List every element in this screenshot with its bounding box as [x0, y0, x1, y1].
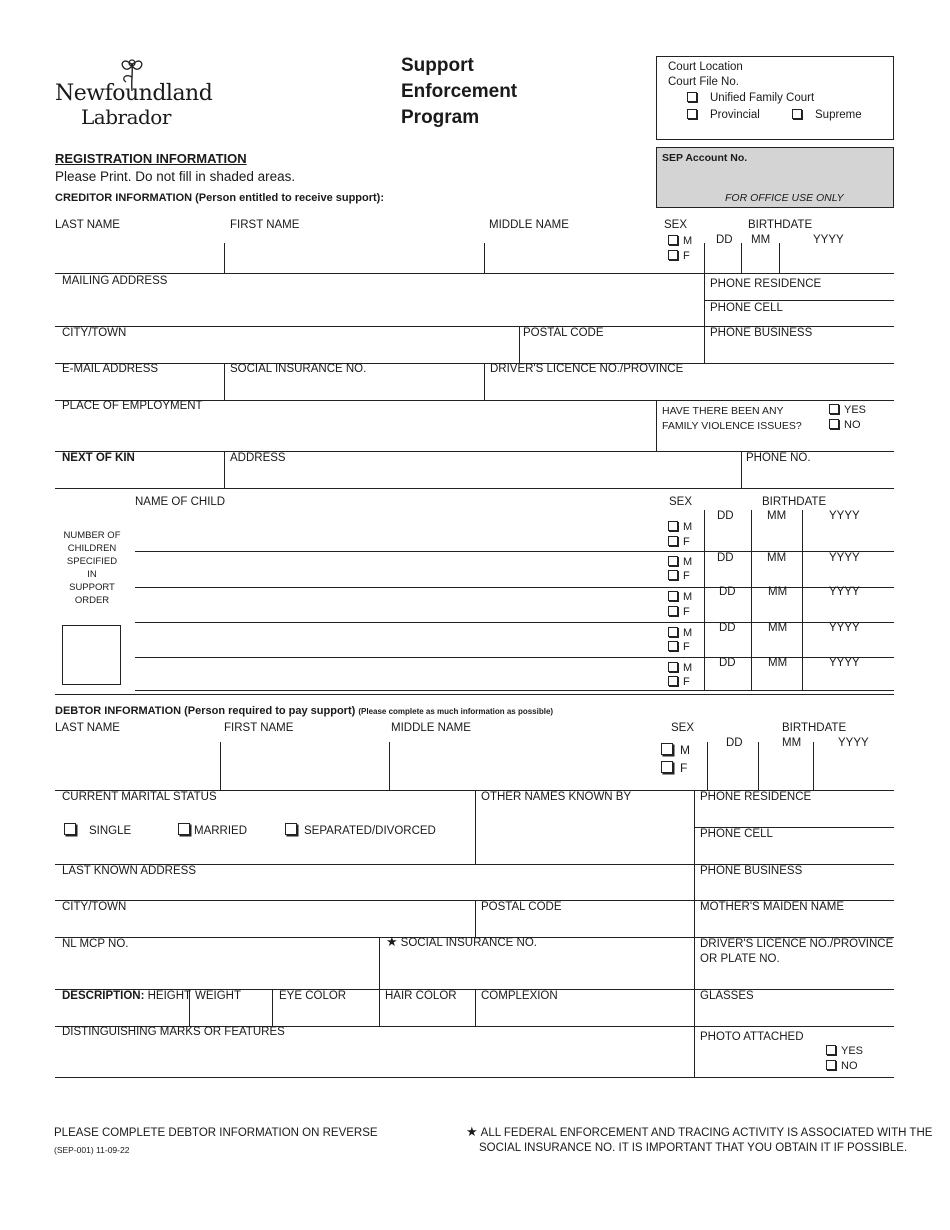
creditor-middle-name-label: MIDDLE NAME — [489, 219, 569, 231]
child-4-yyyy: YYYY — [829, 622, 860, 634]
child-2-yyyy: YYYY — [829, 552, 860, 564]
kin-phone-label: PHONE NO. — [746, 452, 811, 464]
children-count-label: NUMBER OF CHILDREN SPECIFIED IN SUPPORT ORDER — [63, 530, 121, 606]
debtor-licence-label-line-2: OR PLATE NO. — [700, 953, 780, 965]
debtor-heading: DEBTOR INFORMATION (Person required to pay support) (Please complete as much information as possible) — [55, 705, 554, 717]
logo-line-2: Labrador — [81, 105, 171, 129]
glasses-label: GLASSES — [700, 990, 754, 1002]
creditor-birthdate-label: BIRTHDATE — [748, 219, 813, 231]
checkbox-icon[interactable] — [687, 109, 697, 119]
checkbox-icon[interactable] — [668, 536, 678, 546]
debtor-sex-m[interactable]: M — [661, 743, 690, 757]
creditor-phone-residence-label: PHONE RESIDENCE — [710, 278, 822, 290]
child-4-sex-f[interactable]: F — [668, 641, 690, 653]
checkbox-icon[interactable] — [668, 606, 678, 616]
debtor-last-name-label: LAST NAME — [55, 722, 120, 734]
creditor-mailing-address-label: MAILING ADDRESS — [62, 275, 168, 287]
child-2-sex-f[interactable]: F — [668, 570, 690, 582]
complexion-label: COMPLEXION — [481, 990, 558, 1002]
star-icon: ★ — [466, 1124, 478, 1139]
office-use-label: FOR OFFICE USE ONLY — [725, 192, 844, 204]
debtor-dd-label: DD — [726, 737, 743, 749]
checkbox-icon[interactable] — [668, 521, 678, 531]
debtor-sin-label: ★ SOCIAL INSURANCE NO. — [386, 934, 537, 949]
checkbox-icon[interactable] — [829, 419, 839, 429]
checkbox-icon[interactable] — [826, 1060, 836, 1070]
marital-separated-option[interactable]: SEPARATED/DIVORCED — [285, 823, 436, 837]
program-title — [401, 53, 517, 131]
form-code: (SEP-001) 11-09-22 — [54, 1145, 130, 1155]
checkbox-icon[interactable] — [687, 92, 697, 102]
creditor-postal-label: POSTAL CODE — [523, 327, 604, 339]
child-1-sex-f[interactable]: F — [668, 536, 690, 548]
photo-no-option[interactable]: NO — [826, 1060, 858, 1072]
checkbox-icon[interactable] — [668, 570, 678, 580]
marital-single-option[interactable]: SINGLE — [64, 823, 131, 837]
creditor-email-label: E-MAIL ADDRESS — [62, 363, 159, 375]
child-1-dd: DD — [717, 510, 734, 522]
creditor-dd-label: DD — [716, 234, 733, 246]
children-count-box[interactable] — [62, 625, 121, 685]
next-of-kin-label: NEXT OF KIN — [62, 452, 135, 464]
debtor-phone-business-label: PHONE BUSINESS — [700, 865, 803, 877]
child-3-yyyy: YYYY — [829, 586, 860, 598]
child-4-dd: DD — [719, 622, 736, 634]
supreme-court-option[interactable]: Supreme — [792, 109, 862, 121]
checkbox-icon[interactable] — [829, 404, 839, 414]
last-known-address-label: LAST KNOWN ADDRESS — [62, 865, 196, 877]
violence-no-option[interactable]: NO — [829, 419, 861, 431]
creditor-mm-label: MM — [751, 234, 771, 246]
debtor-phone-residence-label: PHONE RESIDENCE — [700, 791, 812, 803]
child-3-dd: DD — [719, 586, 736, 598]
checkbox-icon[interactable] — [792, 109, 802, 119]
debtor-yyyy-label: YYYY — [838, 737, 869, 749]
provincial-court-option[interactable]: Provincial — [687, 109, 760, 121]
checkbox-icon[interactable] — [668, 662, 678, 672]
checkbox-icon[interactable] — [826, 1045, 836, 1055]
registration-heading: REGISTRATION INFORMATION — [55, 151, 247, 166]
weight-label: WEIGHT — [195, 990, 241, 1002]
child-3-sex-f[interactable]: F — [668, 606, 690, 618]
violence-question-line-2: FAMILY VIOLENCE ISSUES? — [662, 420, 802, 432]
child-3-mm: MM — [768, 586, 788, 598]
debtor-phone-cell-label: PHONE CELL — [700, 828, 773, 840]
debtor-mm-label: MM — [782, 737, 802, 749]
eye-color-label: EYE COLOR — [279, 990, 347, 1002]
checkbox-icon[interactable] — [668, 556, 678, 566]
name-of-child-label: NAME OF CHILD — [135, 496, 226, 508]
creditor-city-label: CITY/TOWN — [62, 327, 127, 339]
marital-status-label: CURRENT MARITAL STATUS — [62, 791, 217, 803]
creditor-employment-label: PLACE OF EMPLOYMENT — [62, 400, 203, 412]
creditor-heading: CREDITOR INFORMATION (Person entitled to receive support): — [55, 192, 385, 204]
distinguishing-marks-label: DISTINGUISHING MARKS OR FEATURES — [62, 1026, 285, 1038]
marital-married-option[interactable]: MARRIED — [178, 823, 247, 837]
kin-address-label: ADDRESS — [230, 452, 286, 464]
unified-court-option[interactable]: Unified Family Court — [687, 92, 814, 104]
checkbox-icon[interactable] — [668, 591, 678, 601]
child-2-mm: MM — [767, 552, 787, 564]
creditor-phone-business-label: PHONE BUSINESS — [710, 327, 813, 339]
child-3-sex-m[interactable]: M — [668, 591, 692, 603]
creditor-sex-f[interactable]: F — [668, 250, 690, 262]
logo-line-1: Newfoundland — [55, 81, 213, 106]
sin-note-line-2: SOCIAL INSURANCE NO. IT IS IMPORTANT THAT YOU OBTAIN IT IF POSSIBLE. — [479, 1142, 908, 1154]
creditor-sex-label: SEX — [664, 219, 688, 231]
child-2-dd: DD — [717, 552, 734, 564]
child-2-sex-m[interactable]: M — [668, 556, 692, 568]
creditor-last-name-label: LAST NAME — [55, 219, 120, 231]
reverse-instruction: PLEASE COMPLETE DEBTOR INFORMATION ON REVERSE — [54, 1127, 378, 1139]
creditor-yyyy-label: YYYY — [813, 234, 844, 246]
checkbox-icon[interactable] — [668, 235, 678, 245]
checkbox-icon[interactable] — [661, 761, 673, 773]
hair-color-label: HAIR COLOR — [385, 990, 457, 1002]
child-4-mm: MM — [768, 622, 788, 634]
child-5-yyyy: YYYY — [829, 657, 860, 669]
photo-attached-label: PHOTO ATTACHED — [700, 1031, 804, 1043]
program-title-line-2: Enforcement — [401, 81, 518, 102]
debtor-first-name-label: FIRST NAME — [224, 722, 294, 734]
child-1-mm: MM — [767, 510, 787, 522]
debtor-licence-label-line-1: DRIVER'S LICENCE NO./PROVINCE — [700, 938, 894, 950]
creditor-licence-label: DRIVER'S LICENCE NO./PROVINCE — [490, 363, 684, 375]
checkbox-icon[interactable] — [64, 823, 76, 835]
creditor-phone-cell-label: PHONE CELL — [710, 302, 783, 314]
child-5-sex-f[interactable]: F — [668, 676, 690, 688]
checkbox-icon[interactable] — [668, 250, 678, 260]
program-title-line-1: Support — [401, 55, 474, 76]
violence-yes-option[interactable]: YES — [829, 404, 866, 416]
other-names-label: OTHER NAMES KNOWN BY — [481, 791, 632, 803]
creditor-sin-label: SOCIAL INSURANCE NO. — [230, 363, 367, 375]
child-1-sex-m[interactable]: M — [668, 521, 692, 533]
debtor-birthdate-label: BIRTHDATE — [782, 722, 847, 734]
child-5-sex-m[interactable]: M — [668, 662, 692, 674]
debtor-sex-label: SEX — [671, 722, 695, 734]
province-logo — [55, 55, 215, 130]
child-sex-label: SEX — [669, 496, 693, 508]
mcp-label: NL MCP NO. — [62, 938, 129, 950]
debtor-postal-label: POSTAL CODE — [481, 901, 562, 913]
debtor-sex-f[interactable]: F — [661, 761, 687, 775]
court-location-label: Court Location — [668, 61, 743, 73]
program-title-line-3: Program — [401, 107, 480, 128]
court-file-label: Court File No. — [668, 76, 739, 88]
creditor-sex-m[interactable]: M — [668, 235, 692, 247]
violence-question-line-1: HAVE THERE BEEN ANY — [662, 405, 784, 417]
checkbox-icon[interactable] — [178, 823, 190, 835]
star-icon: ★ — [386, 934, 398, 949]
checkbox-icon[interactable] — [668, 641, 678, 651]
checkbox-icon[interactable] — [661, 743, 673, 755]
description-label: DESCRIPTION: HEIGHT — [62, 990, 192, 1002]
child-5-mm: MM — [768, 657, 788, 669]
sin-note-line-1: ★ ALL FEDERAL ENFORCEMENT AND TRACING ACTIVITY IS ASSOCIATED WITH THE — [466, 1124, 933, 1139]
photo-yes-option[interactable]: YES — [826, 1045, 863, 1057]
child-4-sex-m[interactable]: M — [668, 627, 692, 639]
debtor-city-label: CITY/TOWN — [62, 901, 127, 913]
creditor-first-name-label: FIRST NAME — [230, 219, 300, 231]
checkbox-icon[interactable] — [668, 627, 678, 637]
child-1-yyyy: YYYY — [829, 510, 860, 522]
checkbox-icon[interactable] — [668, 676, 678, 686]
maiden-name-label: MOTHER'S MAIDEN NAME — [700, 901, 845, 913]
child-birthdate-label: BIRTHDATE — [762, 496, 827, 508]
child-5-dd: DD — [719, 657, 736, 669]
debtor-middle-name-label: MIDDLE NAME — [391, 722, 471, 734]
sep-account-label: SEP Account No. — [662, 152, 748, 164]
checkbox-icon[interactable] — [285, 823, 297, 835]
print-instruction: Please Print. Do not fill in shaded areas. — [55, 169, 296, 184]
